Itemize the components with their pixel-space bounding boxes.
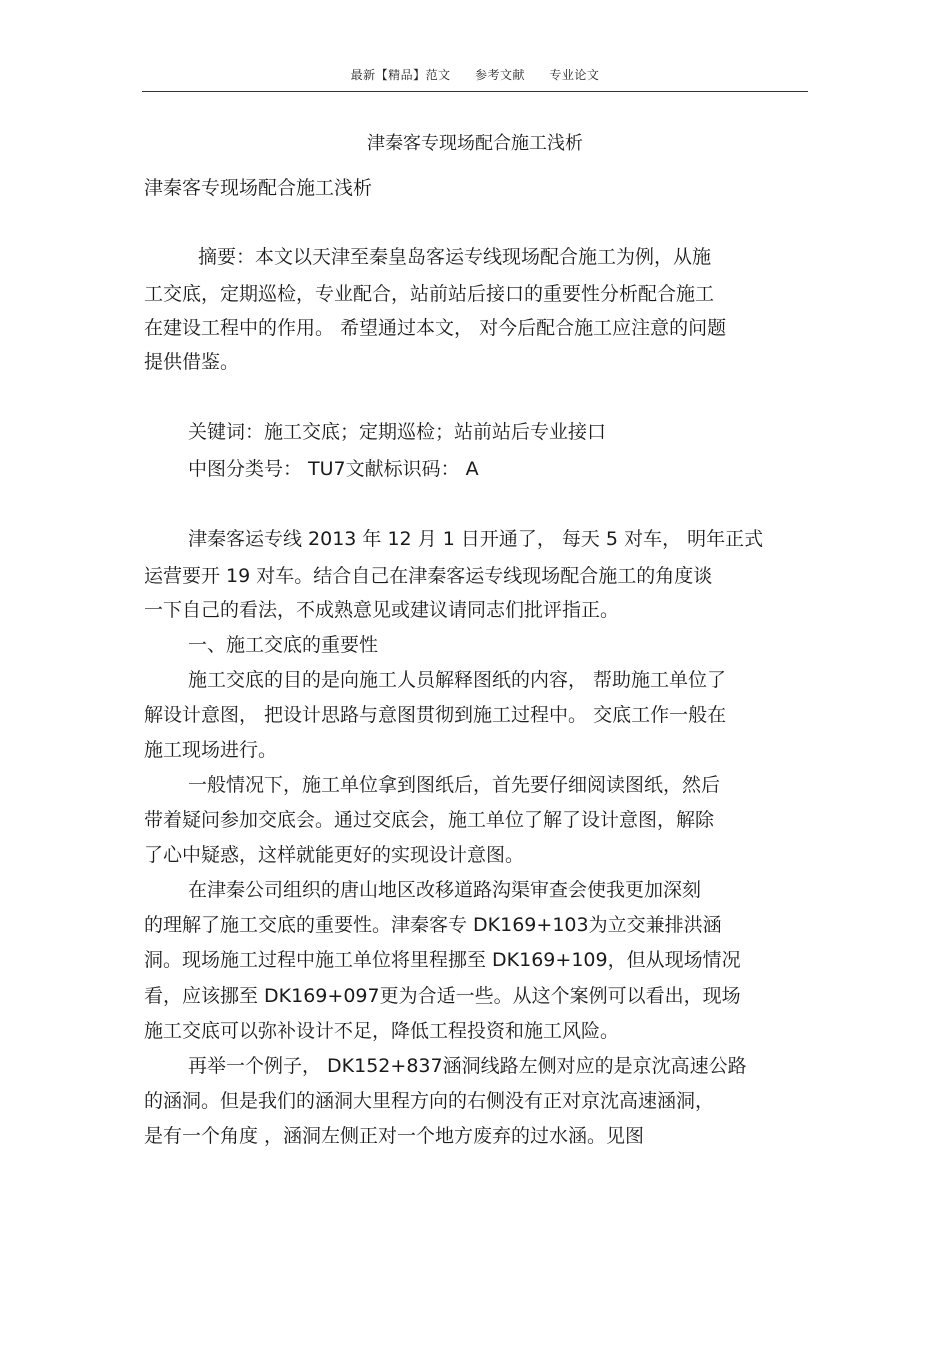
- header-item-fanwen: 最新【精品】范文: [350, 68, 451, 82]
- document-subtitle: 津秦客专现场配合施工浅析: [144, 177, 373, 199]
- document-title: 津秦客专现场配合施工浅析: [367, 133, 583, 154]
- header-item-lunwen: 专业论文: [549, 68, 600, 82]
- body-line: 再举一个例子， DK152+837涵洞线路左侧对应的是京沈高速公路: [188, 1055, 747, 1077]
- body-line: 看，应该挪至 DK169+097更为合适一些。从这个案例可以看出，现场: [144, 985, 741, 1007]
- body-line: 津秦客运专线 2013 年 12 月 1 日开通了， 每天 5 对车， 明年正式: [188, 528, 764, 550]
- body-line: 了心中疑惑，这样就能更好的实现设计意图。: [144, 844, 525, 866]
- body-line: 运营要开 19 对车。结合自己在津秦客运专线现场配合施工的角度谈: [144, 565, 713, 587]
- section-heading: 一、施工交底的重要性: [188, 634, 379, 656]
- header-item-cankao: 参考文献: [474, 68, 525, 82]
- body-line: 施工交底可以弥补设计不足，降低工程投资和施工风险。: [144, 1020, 620, 1042]
- page-header: [0, 66, 950, 83]
- body-line: 施工交底的目的是向施工人员解释图纸的内容， 帮助施工单位了: [188, 669, 727, 691]
- body-line: 带着疑问参加交底会。通过交底会，施工单位了解了设计意图，解除: [144, 809, 715, 831]
- abstract-line: 摘要：本文以天津至秦皇岛客运专线现场配合施工为例，从施: [198, 246, 712, 268]
- abstract-line: 在建设工程中的作用。 希望通过本文， 对今后配合施工应注意的问题: [144, 317, 727, 339]
- body-line: 的理解了施工交底的重要性。津秦客专 DK169+103为立交兼排洪涵: [144, 914, 722, 936]
- header-divider: [142, 91, 808, 92]
- body-line: 的涵洞。但是我们的涵洞大里程方向的右侧没有正对京沈高速涵洞，: [144, 1090, 715, 1112]
- abstract-line: 工交底，定期巡检，专业配合，站前站后接口的重要性分析配合施工: [144, 283, 715, 305]
- body-line: 解设计意图， 把设计思路与意图贯彻到施工过程中。 交底工作一般在: [144, 704, 727, 726]
- body-line: 在津秦公司组织的唐山地区改移道路沟渠审查会使我更加深刻: [188, 879, 702, 901]
- body-line: 一下自己的看法，不成熟意见或建议请同志们批评指正。: [144, 599, 620, 621]
- keywords: 关键词：施工交底；定期巡检；站前站后专业接口: [188, 421, 607, 443]
- abstract-line: 提供借鉴。: [144, 351, 240, 373]
- body-line: 洞。现场施工过程中施工单位将里程挪至 DK169+109，但从现场情况: [144, 949, 741, 971]
- body-line: 施工现场进行。: [144, 739, 278, 761]
- body-line: 一般情况下，施工单位拿到图纸后，首先要仔细阅读图纸，然后: [188, 774, 721, 796]
- classification-code: 中图分类号： TU7文献标识码： A: [188, 458, 479, 480]
- body-line: 是有一个角度 ，涵洞左侧正对一个地方废弃的过水涵。见图: [144, 1125, 645, 1147]
